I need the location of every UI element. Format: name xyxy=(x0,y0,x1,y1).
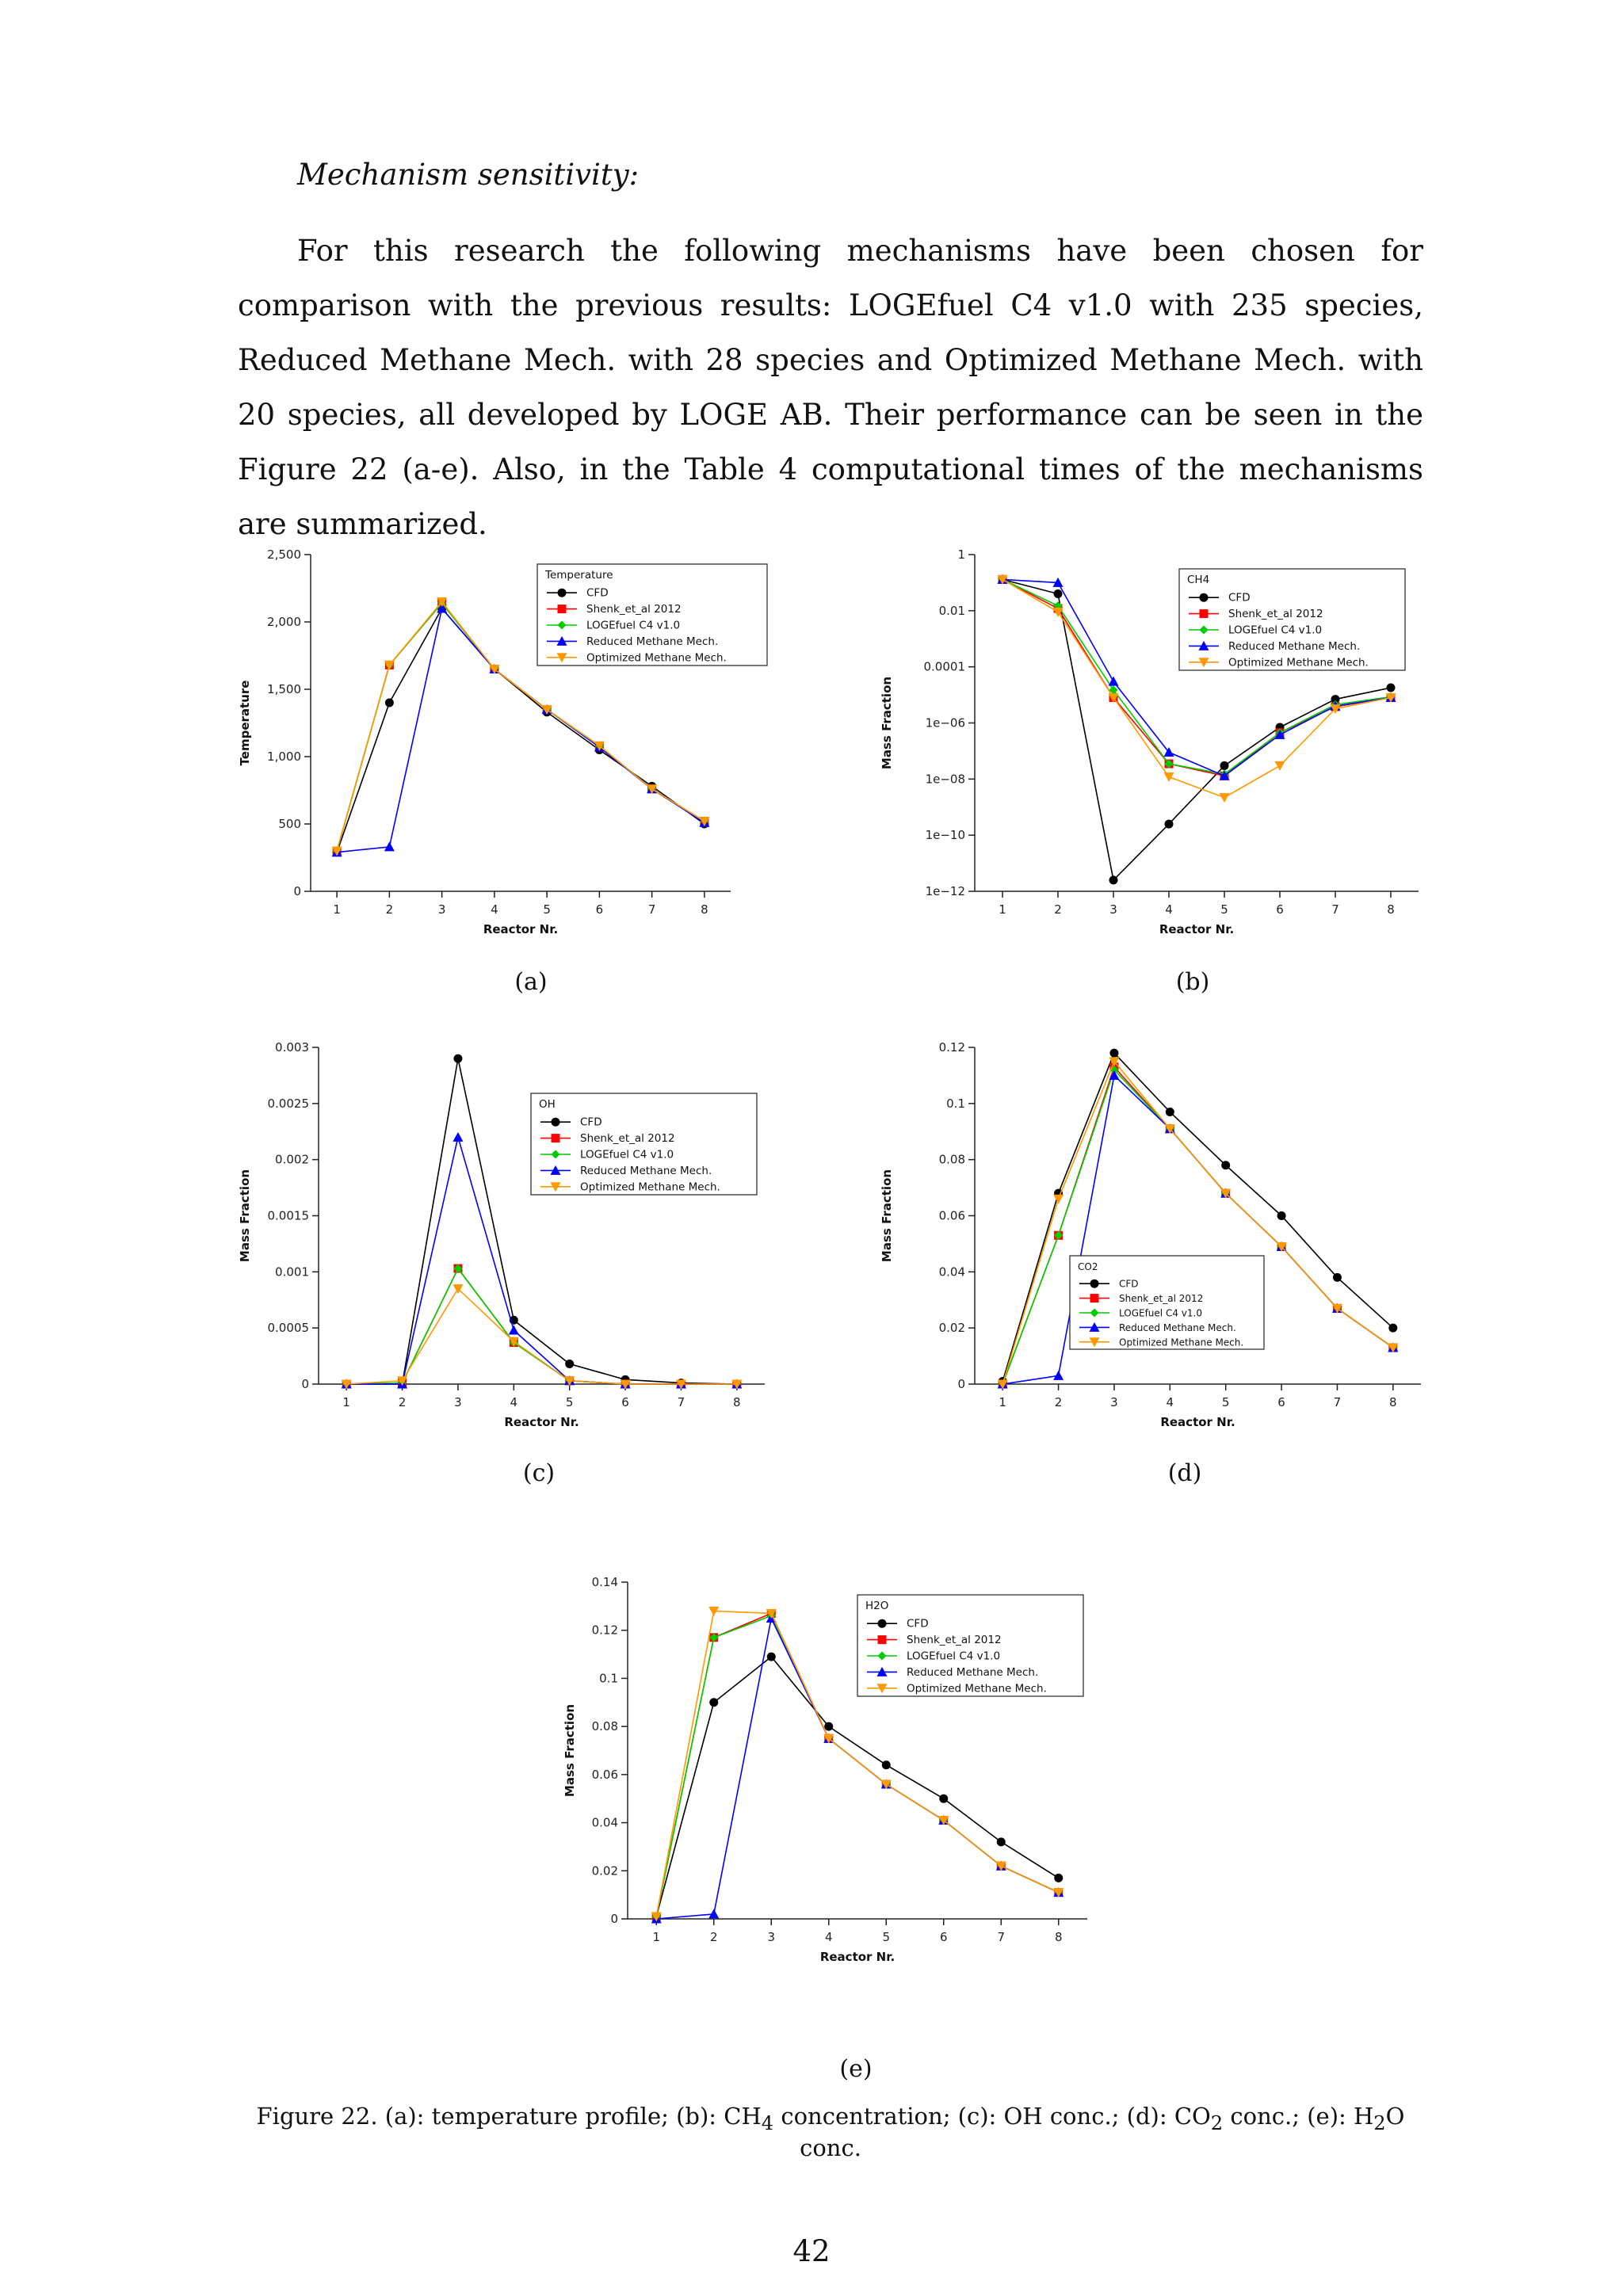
data-point xyxy=(384,841,395,851)
data-point xyxy=(1053,1371,1064,1380)
x-tick-label: 4 xyxy=(1165,902,1173,917)
data-point xyxy=(1387,684,1396,692)
x-tick-label: 2 xyxy=(1054,902,1062,917)
x-tick-label: 8 xyxy=(701,902,708,917)
page-number: 42 xyxy=(792,2234,831,2268)
series-logefuel-c4-v1-0 xyxy=(342,1264,742,1389)
data-point xyxy=(1054,589,1063,598)
legend-entry: CFD xyxy=(907,1617,929,1630)
data-point xyxy=(453,1132,463,1142)
data-point xyxy=(1109,1049,1118,1058)
y-tick-label: 0.04 xyxy=(938,1264,965,1280)
caption-subscript: 4 xyxy=(761,2111,774,2134)
y-tick-label: 0.0015 xyxy=(267,1208,309,1223)
legend-entry: LOGEfuel C4 v1.0 xyxy=(1119,1307,1202,1319)
x-tick-label: 1 xyxy=(652,1930,661,1944)
y-tick-label: 1e−08 xyxy=(925,772,965,787)
legend-swatch-marker xyxy=(552,1134,560,1142)
legend-entry: CFD xyxy=(1119,1278,1139,1290)
x-tick-label: 5 xyxy=(882,1930,891,1944)
legend-swatch-marker xyxy=(558,589,567,597)
x-tick-label: 7 xyxy=(997,1930,1006,1944)
legend-entry: Shenk_et_al 2012 xyxy=(580,1132,675,1146)
x-tick-label: 2 xyxy=(385,902,394,917)
data-point xyxy=(1109,677,1119,686)
x-tick-label: 8 xyxy=(733,1395,741,1409)
x-tick-label: 3 xyxy=(437,902,446,917)
y-tick-label: 0.06 xyxy=(938,1208,965,1223)
data-point xyxy=(1220,761,1229,770)
x-tick-label: 8 xyxy=(1387,902,1395,917)
y-tick-label: 0.02 xyxy=(591,1863,618,1878)
caption-text: O conc. xyxy=(800,2103,1405,2161)
data-point xyxy=(1164,772,1174,782)
legend-swatch-marker xyxy=(1090,1294,1099,1302)
x-tick-label: 7 xyxy=(1333,1395,1342,1409)
legend xyxy=(537,564,767,666)
legend-entry: Optimized Methane Mech. xyxy=(586,651,727,665)
caption-text: Figure 22. (a): temperature profile; (b): CH xyxy=(256,2103,762,2130)
y-tick-label: 0.1 xyxy=(599,1671,618,1686)
legend-entry: Reduced Methane Mech. xyxy=(580,1164,712,1177)
data-point xyxy=(385,699,394,707)
data-point xyxy=(1165,820,1174,829)
y-axis-label: Mass Fraction xyxy=(563,1703,577,1798)
data-point xyxy=(709,1698,718,1707)
y-tick-label: 0 xyxy=(957,1377,965,1391)
y-tick-label: 0.08 xyxy=(938,1152,965,1167)
y-tick-label: 0.06 xyxy=(591,1767,618,1782)
x-tick-label: 8 xyxy=(1054,1930,1063,1944)
x-tick-label: 3 xyxy=(1110,1395,1118,1409)
legend-entry: LOGEfuel C4 v1.0 xyxy=(907,1650,1001,1663)
legend-swatch-marker xyxy=(558,605,567,613)
chart-co2 xyxy=(880,1038,1434,1458)
legend-title: CO2 xyxy=(1078,1261,1098,1272)
x-tick-label: 5 xyxy=(1220,902,1228,917)
y-tick-label: 0.12 xyxy=(938,1040,965,1055)
legend-title: OH xyxy=(539,1098,556,1111)
y-axis-label: Mass Fraction xyxy=(880,1169,894,1263)
legend-entry: Shenk_et_al 2012 xyxy=(586,603,682,616)
x-tick-label: 4 xyxy=(491,902,498,917)
legend-entry: Optimized Methane Mech. xyxy=(580,1180,720,1194)
y-tick-label: 0.08 xyxy=(591,1719,618,1734)
legend-swatch-marker xyxy=(552,1118,560,1127)
legend-title: H2O xyxy=(865,1600,889,1612)
data-point xyxy=(1275,761,1285,771)
y-tick-label: 0.01 xyxy=(938,603,965,618)
y-tick-label: 0.04 xyxy=(591,1815,618,1830)
legend-title: Temperature xyxy=(545,569,613,582)
legend-entry: Reduced Methane Mech. xyxy=(1228,639,1361,653)
data-point xyxy=(565,1360,574,1368)
caption-text: conc.; (e): H xyxy=(1223,2103,1374,2130)
x-tick-label: 1 xyxy=(333,902,341,917)
x-tick-label: 2 xyxy=(1054,1395,1063,1409)
y-tick-label: 2,500 xyxy=(267,547,301,562)
data-point xyxy=(1388,1324,1397,1333)
sublabel-d: (d) xyxy=(1167,1459,1202,1487)
data-point xyxy=(708,1909,719,1918)
legend xyxy=(857,1595,1083,1696)
body-paragraph: For this research the following mechanisms have been chosen for comparison with the previous results: LOGEfuel C4 v1.0 with 235 species, Reduced Methane Mech. with 28 species and Optimized Methane Mech. with 20 species, all developed by LOGE AB. Their performance can be seen in the Figure 22 (a-e). Also, in the Table 4 computational times of the mechanisms are summarized. xyxy=(238,234,1423,541)
caption-subscript: 2 xyxy=(1373,2111,1386,2134)
data-point xyxy=(1333,1273,1342,1282)
y-tick-label: 1e−10 xyxy=(925,828,965,843)
legend-entry: Optimized Methane Mech. xyxy=(1228,656,1369,669)
y-axis-label: Mass Fraction xyxy=(238,1169,252,1263)
x-axis-label: Reactor Nr. xyxy=(483,922,559,936)
legend-swatch-marker xyxy=(1200,593,1209,602)
data-point xyxy=(1166,1108,1174,1116)
legend-title: CH4 xyxy=(1187,574,1210,586)
y-tick-label: 1,500 xyxy=(267,682,301,696)
sublabel-c: (c) xyxy=(522,1459,556,1487)
legend-swatch-marker xyxy=(1200,609,1209,618)
legend-entry: Optimized Methane Mech. xyxy=(1119,1337,1244,1348)
chart-temperature xyxy=(238,547,745,959)
y-tick-label: 0.003 xyxy=(275,1040,309,1055)
x-tick-label: 2 xyxy=(709,1930,718,1944)
x-tick-label: 5 xyxy=(543,902,551,917)
data-point xyxy=(1277,1211,1286,1220)
legend xyxy=(531,1093,757,1195)
legend-entry: Shenk_et_al 2012 xyxy=(1228,608,1323,621)
legend xyxy=(1179,569,1405,670)
y-tick-label: 0.1 xyxy=(946,1096,965,1111)
x-tick-label: 1 xyxy=(342,1395,350,1409)
x-tick-label: 4 xyxy=(824,1930,833,1944)
x-axis-label: Reactor Nr. xyxy=(1159,922,1235,936)
legend-entry: Reduced Methane Mech. xyxy=(907,1665,1039,1679)
legend-entry: Reduced Methane Mech. xyxy=(1119,1322,1236,1333)
y-tick-label: 0 xyxy=(610,1912,618,1926)
x-tick-label: 7 xyxy=(647,902,656,917)
legend-entry: Optimized Methane Mech. xyxy=(907,1682,1047,1695)
x-tick-label: 6 xyxy=(1276,902,1284,917)
x-tick-label: 3 xyxy=(1109,902,1117,917)
data-point xyxy=(882,1760,891,1769)
chart-ch4 xyxy=(880,547,1434,959)
data-point xyxy=(1053,1195,1064,1204)
x-axis-label: Reactor Nr. xyxy=(1160,1415,1235,1429)
legend-swatch-marker xyxy=(878,1619,887,1628)
y-tick-label: 0.0005 xyxy=(267,1321,309,1336)
x-tick-label: 3 xyxy=(767,1930,776,1944)
y-tick-label: 1e−06 xyxy=(925,715,965,730)
legend-entry: CFD xyxy=(586,586,609,600)
y-tick-label: 1e−12 xyxy=(925,884,965,898)
x-axis-label: Reactor Nr. xyxy=(819,1950,896,1964)
caption-text: concentration; (c): OH conc.; (d): CO xyxy=(773,2103,1211,2130)
legend-swatch-marker xyxy=(1090,1280,1099,1288)
legend-entry: LOGEfuel C4 v1.0 xyxy=(1228,624,1323,637)
x-tick-label: 1 xyxy=(999,902,1006,917)
x-tick-label: 8 xyxy=(1389,1395,1397,1409)
y-tick-label: 0 xyxy=(293,884,301,898)
sublabel-b: (b) xyxy=(1175,968,1210,996)
y-tick-label: 0 xyxy=(301,1377,309,1391)
caption-subscript: 2 xyxy=(1210,2111,1224,2134)
section-heading: Mechanism sensitivity: xyxy=(297,158,640,192)
x-tick-label: 6 xyxy=(939,1930,948,1944)
data-point xyxy=(997,1837,1006,1846)
y-tick-label: 0.0001 xyxy=(923,659,965,674)
x-tick-label: 7 xyxy=(1331,902,1339,917)
legend-entry: LOGEfuel C4 v1.0 xyxy=(586,619,681,632)
legend-entry: CFD xyxy=(580,1116,602,1129)
x-tick-label: 3 xyxy=(454,1395,462,1409)
x-tick-label: 2 xyxy=(398,1395,407,1409)
x-tick-label: 4 xyxy=(510,1395,518,1409)
legend-entry: CFD xyxy=(1228,591,1251,605)
data-point xyxy=(939,1794,948,1803)
y-tick-label: 0.002 xyxy=(275,1152,309,1167)
y-tick-label: 0.0025 xyxy=(267,1096,309,1111)
y-tick-label: 1,000 xyxy=(267,749,301,764)
data-point xyxy=(1109,875,1118,884)
chart-h2o xyxy=(563,1573,1109,1993)
x-tick-label: 6 xyxy=(1277,1395,1285,1409)
legend-entry: Shenk_et_al 2012 xyxy=(907,1634,1002,1647)
y-tick-label: 0.14 xyxy=(591,1575,618,1589)
data-point xyxy=(1220,793,1230,803)
y-axis-label: Mass Fraction xyxy=(880,676,894,770)
data-point xyxy=(767,1653,776,1661)
y-tick-label: 0.02 xyxy=(938,1321,965,1336)
series-optimized-methane-mech- xyxy=(342,1284,743,1389)
legend-entry: Reduced Methane Mech. xyxy=(586,635,719,648)
data-point xyxy=(453,1055,462,1063)
figure-caption xyxy=(238,2103,1423,2161)
sublabel-e: (e) xyxy=(839,2055,873,2083)
y-tick-label: 0.12 xyxy=(591,1623,618,1638)
x-tick-label: 5 xyxy=(1221,1395,1230,1409)
data-point xyxy=(1054,1874,1063,1882)
data-point xyxy=(1221,1161,1230,1169)
x-tick-label: 5 xyxy=(565,1395,574,1409)
y-tick-label: 0.001 xyxy=(275,1264,309,1280)
x-tick-label: 6 xyxy=(595,902,604,917)
legend-entry: Shenk_et_al 2012 xyxy=(1119,1293,1204,1305)
series-shenk-et-al-2012 xyxy=(342,1264,742,1389)
legend xyxy=(1070,1256,1264,1349)
legend-swatch-marker xyxy=(878,1635,887,1644)
y-tick-label: 1 xyxy=(957,547,965,562)
y-tick-label: 2,000 xyxy=(267,615,301,629)
y-tick-label: 500 xyxy=(278,817,301,831)
data-point xyxy=(509,1325,519,1335)
sublabel-a: (a) xyxy=(514,968,548,996)
x-tick-label: 1 xyxy=(999,1395,1006,1409)
x-axis-label: Reactor Nr. xyxy=(504,1415,579,1429)
chart-oh xyxy=(238,1038,777,1458)
y-axis-label: Temperature xyxy=(238,680,252,766)
x-tick-label: 4 xyxy=(1166,1395,1174,1409)
data-point xyxy=(824,1722,833,1731)
legend-entry: LOGEfuel C4 v1.0 xyxy=(580,1148,674,1161)
x-tick-label: 6 xyxy=(621,1395,629,1409)
x-tick-label: 7 xyxy=(677,1395,685,1409)
